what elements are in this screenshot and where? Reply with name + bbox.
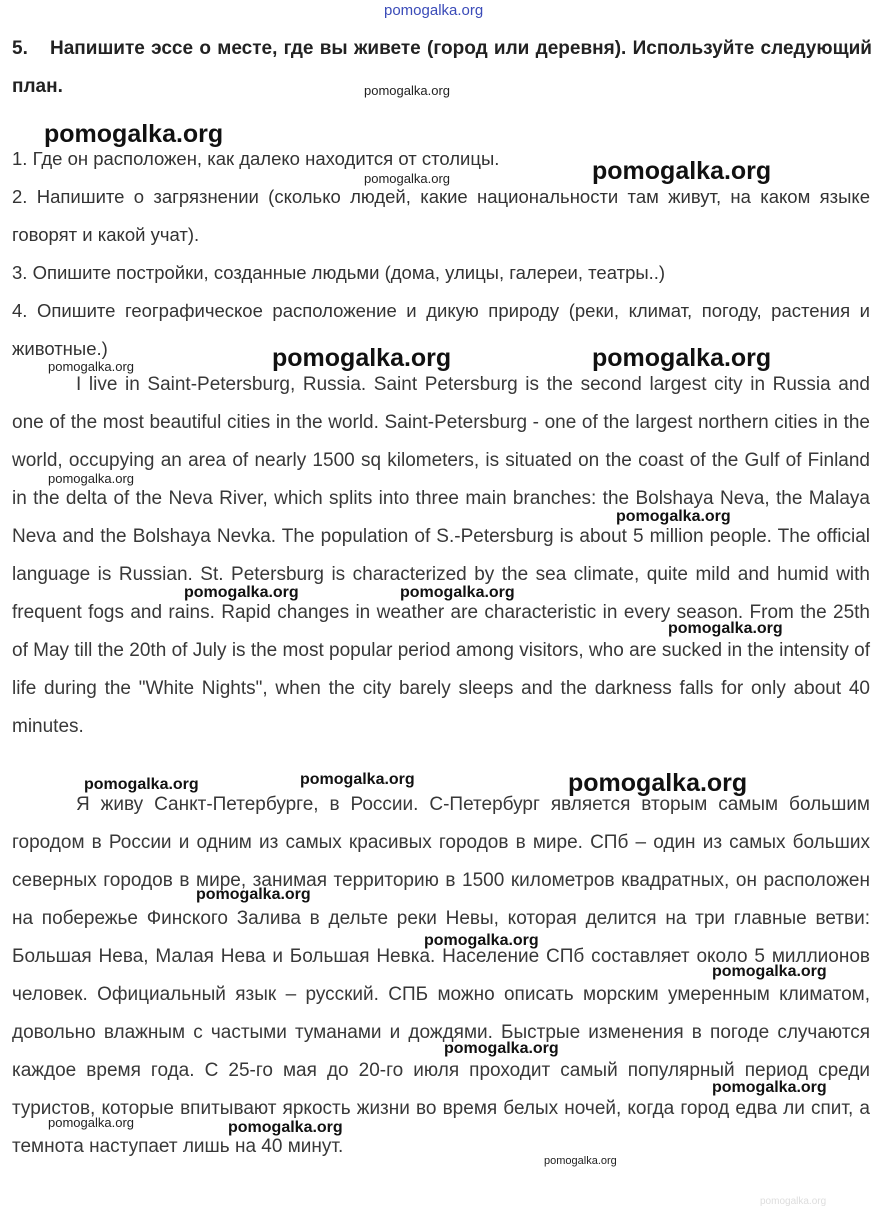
watermark: pomogalka.org [84,776,199,793]
watermark: pomogalka.org [364,171,450,186]
plan-item-3: 3. Опишите постройки, созданные людьми (дома, улицы, галереи, театры..) [12,262,666,283]
watermark: pomogalka.org [712,963,827,980]
watermark: pomogalka.org [668,620,783,637]
plan-item-1: 1. Где он расположен, как далеко находится от столицы. [12,148,500,169]
watermark: pomogalka.org [48,1115,134,1130]
watermark: pomogalka.org [196,886,311,903]
watermark: pomogalka.org [48,359,134,374]
watermark: pomogalka.org [712,1079,827,1096]
essay-english-paragraph: I live in Saint-Petersburg, Russia. Saint Petersburg is the second largest city in Russia and one of the most beautiful cities in the world. Saint-Petersburg - one of the largest northern cities in the world, occupying an area of nearly 1500 sq kilometers, is situated on the coast of the Gulf of Finland in the delta of the Neva River, which splits into three main branches: the Bolshaya Neva, the Malaya Neva and the Bolshaya Nevka. The population of S.-Petersburg is about 5 million people. The official language is Russian. St. Petersburg is characterized by the sea climate, quite mild and humid with frequent fogs and rains. Rapid changes in weather are characteristic in every season. From the 25th of May till the 20th of July is the most popular period among visitors, who are sucked in the intensity of life during the "White Nights", when the city barely sleeps and the darkness falls for only about 40 minutes. [12,374,870,737]
task-number: 5. [12,38,28,59]
watermark: pomogalka.org [364,83,450,98]
watermark: pomogalka.org [184,584,299,601]
watermark: pomogalka.org [760,1196,827,1207]
watermark: pomogalka.org [568,769,748,797]
watermark: pomogalka.org [444,1040,559,1057]
watermark: pomogalka.org [44,120,224,148]
plan-item-2 [12,178,870,254]
watermark: pomogalka.org [592,344,772,372]
watermark: pomogalka.org [616,508,731,525]
site-watermark-header: pomogalka.org [384,2,484,19]
task-text: Напишите эссе о месте, где вы живете (город или деревня). Используйте следующий план. [12,38,872,97]
watermark: pomogalka.org [300,771,415,788]
watermark: pomogalka.org [48,471,134,486]
watermark: pomogalka.org [544,1155,617,1167]
watermark: pomogalka.org [228,1119,343,1136]
plan-item-2-text: 2. Напишите о загрязнении (сколько людей, какие национальности там живут, на каком языке говорят и какой учат). [12,186,870,245]
watermark: pomogalka.org [592,157,772,185]
watermark: pomogalka.org [272,344,452,372]
watermark: pomogalka.org [424,932,539,949]
essay-russian-paragraph: Я живу Санкт-Петербурге, в России. С-Петербург является вторым самым большим городом в России и одним из самых красивых городов в мире. СПб – один из самых больших северных городов в мире, занимая территорию в 1500 километров квадратных, он расположен на побережье Финского Залива в дельте реки Невы, которая делится на три главные ветви: Большая Нева, Малая Нева и Большая Невка. Население СПб составляет около 5 миллионов человек. Официальный язык – русский. СПБ можно описать морским умеренным климатом, довольно влажным с частыми туманами и дождями. Быстрые изменения в погоде случаются каждое время года. С 25-го мая до 20-го июля проходит самый популярный период среди туристов, которые впитывают яркость жизни во время белых ночей, когда город едва ли спит, а темнота наступает лишь на 40 минут. [12,794,870,1157]
watermark: pomogalka.org [400,584,515,601]
plan-item-4: 4. Опишите географическое расположение и дикую природу (реки, климат, погоду, растения и животные.) [12,300,870,359]
